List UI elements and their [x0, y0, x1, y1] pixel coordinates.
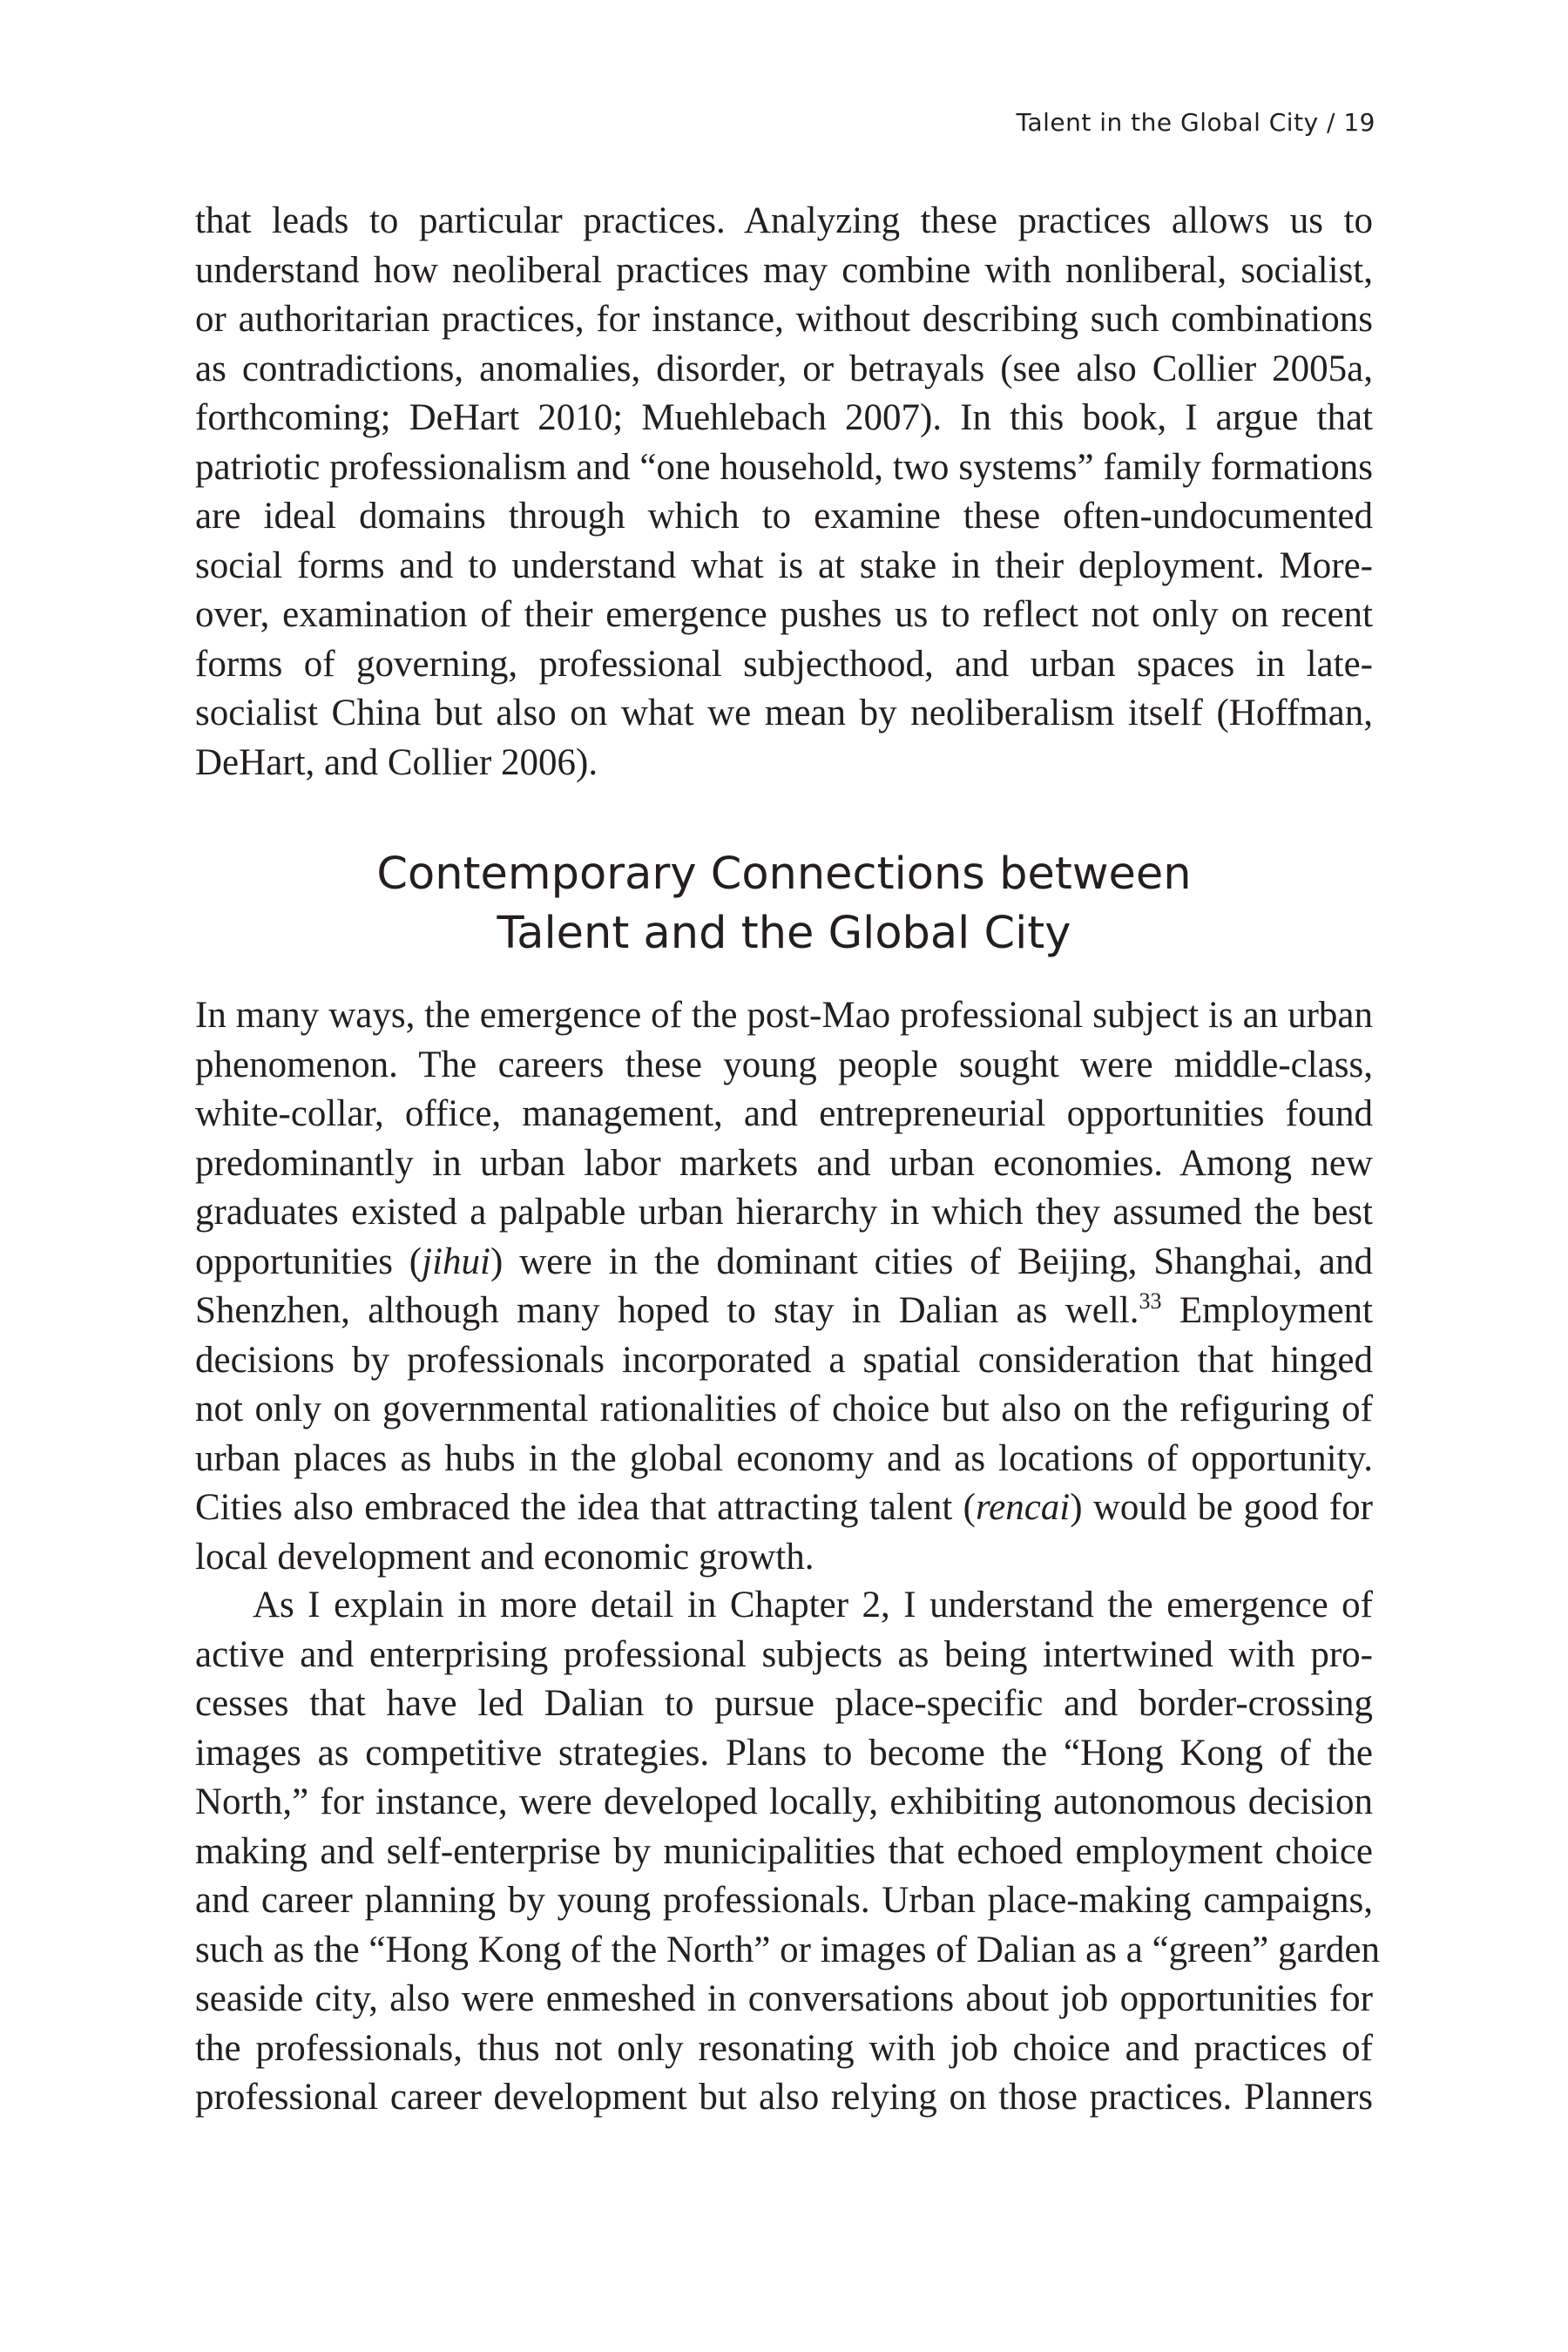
text-line: the professionals, thus not only resonating with job choice and practices of [195, 2027, 1373, 2069]
text-run: ) were in the dominant cities of Beijing, Shanghai, and [490, 1240, 1373, 1282]
text-run: ) would be good for [1070, 1487, 1373, 1528]
pinyin-term: rencai [975, 1487, 1071, 1528]
text-line [195, 1287, 1373, 1336]
text-run: opportunities ( [195, 1240, 422, 1282]
text-line: socialist China but also on what we mean by neoliberalism itself (Hoffman, [195, 693, 1373, 733]
text-line: DeHart, and Collier 2006). [195, 741, 598, 783]
text-run: Shenzhen, although many hoped to stay in Dalian as well. [195, 1290, 1139, 1331]
text-line: phenomenon. The careers these young people sought were middle-class, [195, 1044, 1373, 1085]
section-heading [195, 845, 1373, 963]
text-line: over, examination of their emergence pushes us to reflect not only on recent [195, 594, 1373, 635]
text-line: as contradictions, anomalies, disorder, or betrayals (see also Collier 2005a, [195, 348, 1373, 389]
text-line: and career planning by young professionals. Urban place-making campaigns, [195, 1880, 1373, 1921]
text-line: seaside city, also were enmeshed in conversations about job opportunities for [195, 1978, 1373, 2019]
text-line: graduates existed a palpable urban hierarchy in which they assumed the best [195, 1192, 1373, 1233]
text-line: cesses that have led Dalian to pursue place-specific and border-crossing [195, 1683, 1373, 1724]
text-line: professional career development but also relying on those practices. Planners [195, 2077, 1373, 2118]
text-line: understand how neoliberal practices may combine with nonliberal, socialist, [195, 249, 1373, 291]
text-line: North,” for instance, were developed locally, exhibiting autonomous decision [195, 1781, 1373, 1822]
text-line: In many ways, the emergence of the post-Mao professional subject is an urban [195, 995, 1373, 1036]
text-line: patriotic professionalism and “one household, two systems” family formations [195, 446, 1373, 488]
paragraph [195, 991, 1373, 1582]
text-line: not only on governmental rationalities of choice but also on the refiguring of [195, 1389, 1373, 1429]
paragraph [195, 1581, 1380, 2123]
text-line: urban places as hubs in the global economy and as locations of opportunity. [195, 1437, 1373, 1479]
text-line [195, 1238, 1373, 1288]
section-heading-line: Talent and the Global City [497, 908, 1071, 959]
text-line: decisions by professionals incorporated a spatial consideration that hinged [195, 1339, 1373, 1381]
text-line: active and enterprising professional subjects as being intertwined with pro- [195, 1633, 1373, 1675]
text-line: that leads to particular practices. Analyzing these practices allows us to [195, 200, 1373, 241]
text-line: forms of governing, professional subjecthood, and urban spaces in late- [195, 643, 1373, 685]
text-line: are ideal domains through which to examine these often-undocumented [195, 496, 1373, 537]
pinyin-term: jihui [422, 1240, 490, 1282]
text-line: social forms and to understand what is at stake in their deployment. More- [195, 544, 1373, 586]
text-line: predominantly in urban labor markets and urban economies. Among new [195, 1142, 1373, 1184]
text-line [195, 1484, 1373, 1533]
text-line: white-collar, office, management, and entrepreneurial opportunities found [195, 1093, 1373, 1134]
text-line: local development and economic growth. [195, 1536, 814, 1578]
text-run: Cities also embraced the idea that attracting talent ( [195, 1487, 976, 1528]
section-heading-line: Contemporary Connections between [376, 848, 1192, 900]
text-line: images as competitive strategies. Plans to become the “Hong Kong of the [195, 1732, 1373, 1774]
text-run: Employment [1161, 1290, 1373, 1331]
text-line: making and self-enterprise by municipalities that echoed employment choice [195, 1830, 1373, 1872]
paragraph [195, 197, 1373, 787]
text-line: forthcoming; DeHart 2010; Muehlebach 2007). In this book, I argue that [195, 397, 1373, 438]
text-line: or authoritarian practices, for instance, without describing such combinations [195, 299, 1373, 340]
text-line: As I explain in more detail in Chapter 2, I understand the emergence of [253, 1585, 1373, 1625]
text-line: such as the “Hong Kong of the North” or images of Dalian as a “green” garden [195, 1929, 1380, 1970]
endnote-marker: 33 [1139, 1288, 1162, 1314]
running-head: Talent in the Global City / 19 [1016, 108, 1375, 137]
